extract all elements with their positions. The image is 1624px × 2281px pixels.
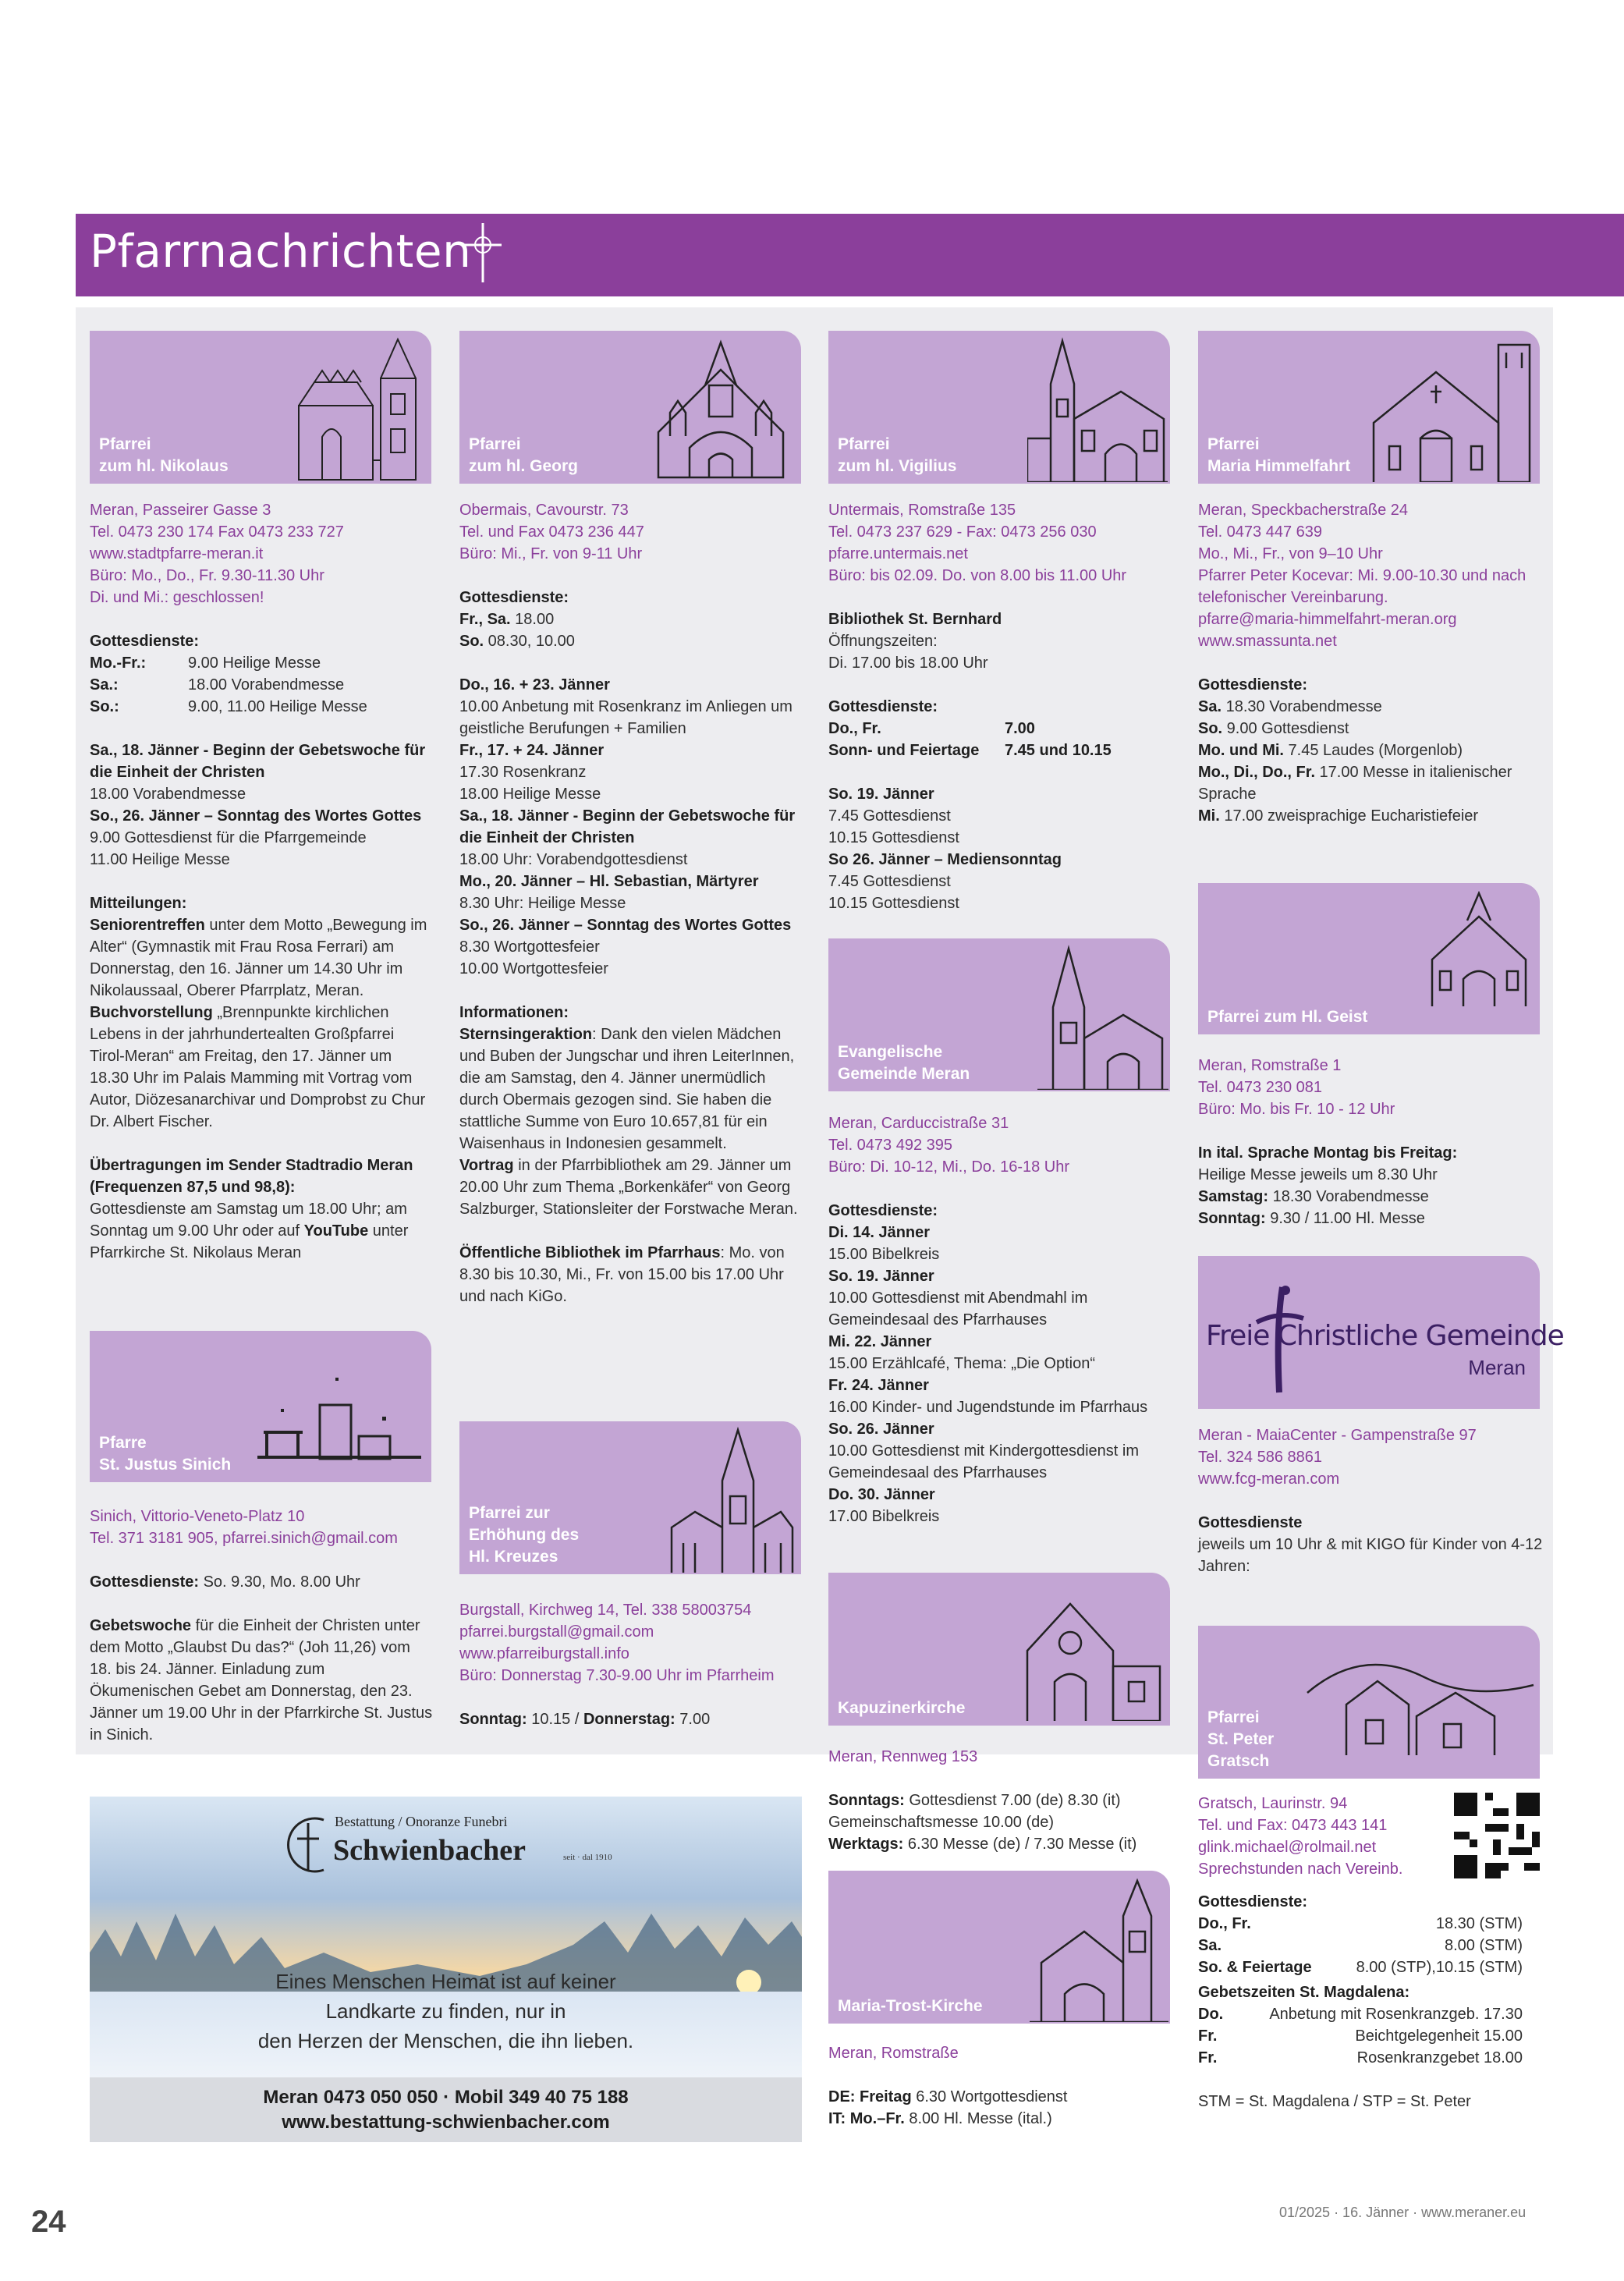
- header-label-line: zum hl. Georg: [469, 457, 579, 475]
- section-heading: Gebetszeiten St. Magdalena:: [1198, 1984, 1410, 2001]
- event-text: 10.00 Gottesdienst mit Kindergottesdienst im Gemeindesaal des Pfarrhauses: [828, 1442, 1139, 1481]
- event-text: 7.45 Gottesdienst: [828, 807, 951, 825]
- event-title: Di. 14. Jänner: [828, 1224, 931, 1241]
- fcg-logo: [1198, 1256, 1564, 1409]
- fcg-name: Freie Christliche Gemeinde: [1206, 1320, 1564, 1352]
- kreuz-info: Burgstall, Kirchweg 14, Tel. 338 58003754 pfarrei.burgstall@gmail.com www.pfarreiburgstall.info Büro: Donnerstag 7.30-9.00 Uhr im Pfarrheim Sonntag: 10.15 / Donnerstag: 7.00: [459, 1599, 803, 1730]
- parish-header-evangelisch: [828, 938, 1170, 1091]
- ad-message: [90, 1967, 802, 2056]
- church-illustration-icon: [1370, 337, 1537, 482]
- header-label-line: zum hl. Nikolaus: [99, 457, 229, 475]
- event-title: So. 19. Jänner: [828, 786, 934, 803]
- ad-message-line: Landkarte zu finden, nur in: [325, 1999, 566, 2023]
- announcement: Gottesdienste am Samstag um 18.00 Uhr; am Sonntag um 9.00 Uhr oder auf YouTube unter Pfarrkirche St. Nikolaus Meran: [90, 1201, 409, 1261]
- event-text: 17.00 Bibelkreis: [828, 1508, 940, 1525]
- phone-fax[interactable]: Tel. 0473 237 629 - Fax: 0473 256 030: [828, 523, 1097, 541]
- section-heading: Bibliothek St. Bernhard: [828, 611, 1002, 628]
- schedule-row: So.: 9.00, 11.00 Heilige Messe: [90, 698, 367, 715]
- event-text: 7.45 Gottesdienst: [828, 873, 951, 890]
- header-label-line: Hl. Kreuzes: [469, 1548, 558, 1566]
- kapuziner-info: Meran, Rennweg 153 Sonntags: Gottesdienst 7.00 (de) 8.30 (it) Gemeinschaftsmesse 10.00 (de) Werktags: 6.30 Messe (de) / 7.30 Messe (it): [828, 1746, 1175, 1855]
- event-title: So., 26. Jänner – Sonntag des Wortes Gottes: [459, 917, 792, 934]
- address: Gratsch, Laurinstr. 94: [1198, 1795, 1348, 1812]
- email-link[interactable]: glink.michael@rolmail.net: [1198, 1839, 1377, 1856]
- header-label-line: Pfarrei: [1207, 1708, 1260, 1726]
- village-illustration-icon: [1300, 1630, 1537, 1755]
- ad-subtitle: Bestattung / Onoranze Funebri: [335, 1814, 508, 1829]
- library-text: Öffnungszeiten:: [828, 633, 938, 650]
- page-number: 24: [31, 2205, 66, 2239]
- section-heading: Gottesdienste: [1198, 1514, 1303, 1531]
- ad-website[interactable]: www.bestattung-schwienbacher.com: [282, 2112, 610, 2133]
- event-title: Do., 16. + 23. Jänner: [459, 676, 610, 694]
- section-banner: [76, 214, 1624, 296]
- event-text: 10.00 Gottesdienst mit Abendmahl im Gemeindesaal des Pfarrhauses: [828, 1289, 1088, 1329]
- event-title: Sa., 18. Jänner - Beginn der Gebetswoche für die Einheit der Christen: [459, 807, 796, 846]
- header-label-line: zum hl. Vigilius: [838, 457, 957, 475]
- phone-email[interactable]: Tel. 371 3181 905, pfarrei.sinich@gmail.com: [90, 1530, 398, 1547]
- event-title: Do. 30. Jänner: [828, 1486, 935, 1503]
- schedule-row: Do., Fr. 18.30 (STM): [1198, 1915, 1523, 1932]
- office-hours: Büro: Mi., Fr. von 9-11 Uhr: [459, 545, 643, 562]
- event-text: 10.15 Gottesdienst: [828, 895, 959, 912]
- church-illustration-icon: [1030, 1877, 1168, 2022]
- event-title: Mi. 22. Jänner: [828, 1333, 932, 1350]
- event-text: 18.00 Heilige Messe: [459, 786, 601, 803]
- event-text: 15.00 Bibelkreis: [828, 1246, 940, 1263]
- address: Obermais, Cavourstr. 73: [459, 502, 629, 519]
- header-label-line: St. Peter: [1207, 1730, 1275, 1748]
- section-heading: Gottesdienste:: [828, 698, 938, 715]
- church-illustration-icon: [643, 339, 799, 479]
- prayer-row: Do. Anbetung mit Rosenkranzgeb. 17.30: [1198, 2006, 1523, 2023]
- schedule-text: jeweils um 10 Uhr & mit KIGO für Kinder von 4-12 Jahren:: [1198, 1536, 1543, 1575]
- section-heading: Gottesdienste:: [1198, 1893, 1308, 1910]
- evangelisch-info: [828, 1112, 1175, 1527]
- email-link[interactable]: pfarre@maria-himmelfahrt-meran.org: [1198, 611, 1457, 628]
- website-link[interactable]: pfarre.untermais.net: [828, 545, 968, 562]
- ad-message-line: Eines Menschen Heimat ist auf keiner: [275, 1970, 616, 1993]
- event-text: 15.00 Erzählcafé, Thema: „Die Option“: [828, 1355, 1096, 1372]
- event-title: Sa., 18. Jänner - Beginn der Gebetswoche für die Einheit der Christen: [90, 742, 426, 781]
- announcement: Gebetswoche für die Einheit der Christen unter dem Motto „Glaubst Du das?“ (Joh 11,26) vom 18. bis 24. Jänner. Einladung zum Ökumenischen Gebet am Donnerstag, den 23. Jänner um 19.00 Uhr in der Pfarrkirche St. Justus in Sinich.: [90, 1617, 433, 1744]
- parish-header-kreuz: [459, 1421, 801, 1574]
- event-title: So., 26. Jänner – Sonntag des Wortes Gottes: [90, 807, 422, 825]
- event-text: 8.30 Wortgottesfeier: [459, 938, 600, 956]
- announcement: Seniorentreffen unter dem Motto „Bewegung im Alter“ (Gymnastik mit Frau Rosa Ferrari) am Donnerstag, den 16. Jänner um 14.30 Uhr im Nikolaussaal, Oberer Pfarrplatz, Meran.: [90, 917, 427, 999]
- event-text: 11.00 Heilige Messe: [90, 851, 230, 868]
- schedule-row: Sonn- und Feiertage 7.45 und 10.15: [828, 742, 1112, 759]
- parish-header-geist: [1198, 883, 1540, 1034]
- header-label-line: Evangelische: [838, 1043, 943, 1061]
- announcement: Sternsingeraktion: Dank den vielen Mädchen und Buben der Jungschar und ihren LeiterInnen, die am Samstag, den 4. Jänner unermüdlich durch Obermais gezogen sind. Sie haben die stattliche Summe von Euro 10.657,81 für ein Waisenhaus in Indonesien gesammelt.: [459, 1026, 795, 1152]
- section-heading: Gottesdienste:: [90, 633, 200, 650]
- address: Meran, Carduccistraße 31: [828, 1115, 1009, 1132]
- church-illustration-icon: [664, 1426, 796, 1573]
- parish-header-mariatrost: [828, 1871, 1170, 2024]
- church-illustration-icon: [1027, 337, 1168, 482]
- prayer-row: Fr. Beichtgelegenheit 15.00: [1198, 2027, 1523, 2045]
- address: Meran, Passeirer Gasse 3: [90, 502, 271, 519]
- section-heading: Übertragungen im Sender Stadtradio Meran (Frequenzen 87,5 und 98,8):: [90, 1157, 413, 1196]
- parish-header-gratsch: [1198, 1626, 1540, 1779]
- nikolaus-info: [90, 499, 433, 1264]
- address: Meran, Romstraße: [828, 2045, 959, 2062]
- event-text: 10.15 Gottesdienst: [828, 829, 959, 846]
- website-link[interactable]: www.pfarreiburgstall.info: [459, 1645, 629, 1662]
- address: Meran, Speckbacherstraße 24: [1198, 502, 1409, 519]
- parish-header-georg: [459, 331, 801, 484]
- header-label-line: Pfarrei: [469, 435, 521, 453]
- event-title: So. 19. Jänner: [828, 1268, 934, 1285]
- address: Meran, Romstraße 1: [1198, 1057, 1342, 1074]
- schedule-row: So. & Feiertage 8.00 (STP),10.15 (STM): [1198, 1959, 1523, 1976]
- event-text: 18.00 Vorabendmesse: [90, 786, 246, 803]
- church-illustration-icon: [1424, 889, 1537, 1006]
- phone[interactable]: Tel. 0473 492 395: [828, 1137, 953, 1154]
- phone[interactable]: Tel. 324 586 8861: [1198, 1449, 1323, 1466]
- office-closed: Di. und Mi.: geschlossen!: [90, 589, 264, 606]
- header-label-line: Kapuzinerkirche: [838, 1699, 966, 1717]
- event-title: So. 26. Jänner: [828, 1421, 934, 1438]
- office-hours: Büro: Mo. bis Fr. 10 - 12 Uhr: [1198, 1101, 1395, 1118]
- office-hours: Sprechstunden nach Vereinb.: [1198, 1861, 1403, 1878]
- mariatrost-info: Meran, Romstraße DE: Freitag 6.30 Wortgottesdienst IT: Mo.–Fr. 8.00 Hl. Messe (ital.): [828, 2042, 1175, 2130]
- ad-since: seit · dal 1910: [563, 1853, 612, 1862]
- parish-header-vigilius: [828, 331, 1170, 484]
- phone[interactable]: Tel. 0473 230 174 Fax 0473 233 727: [90, 523, 344, 541]
- event-title: Fr., 17. + 24. Jänner: [459, 742, 605, 759]
- abbreviation-legend: STM = St. Magdalena / STP = St. Peter: [1198, 2093, 1471, 2110]
- event-title: Mo., 20. Jänner – Hl. Sebastian, Märtyrer: [459, 873, 759, 890]
- announcement: Buchvorstellung „Brennpunkte kirchlichen Lebens in der jahrhundertealten Großpfarrei Tirol-Meran“ am Freitag, den 17. Jänner um 18.30 Uhr im Palais Mamming mit Vortrag vom Autor, Diözesanarchivar und Domprobst zu Chur Dr. Albert Fischer.: [90, 1004, 426, 1130]
- himmelfahrt-info: Meran, Speckbacherstraße 24 Tel. 0473 447 639 Mo., Mi., Fr., von 9–10 Uhr Pfarrer Peter Kocevar: Mi. 9.00-10.30 und nach telefonischer Vereinbarung. pfarre@maria-himmelfahrt-meran.org www.smassunta.net Gottesdienste: Sa. 18.30 Vorabendmesse So. 9.00 Gottesdienst Mo. und Mi. 7.45 Laudes (Morgenlob) Mo., Di., Do., Fr. 17.00 Messe in italienischer Sprache Mi. 17.00 zweisprachige Eucharistiefeier: [1198, 499, 1549, 827]
- section-heading: Gottesdienste:: [459, 589, 569, 606]
- section-heading: Gottesdienste:: [828, 1202, 938, 1219]
- page-title: Pfarrnachrichten: [90, 225, 472, 278]
- cross-logo-icon: [285, 1815, 332, 1875]
- header-label-line: Pfarrei: [1207, 435, 1260, 453]
- header-label-line: Gratsch: [1207, 1752, 1270, 1770]
- address: Meran - MaiaCenter - Gampenstraße 97: [1198, 1427, 1477, 1444]
- church-illustration-icon: [291, 335, 427, 482]
- issue-info: 01/2025 · 16. Jänner · www.meraner.eu: [1279, 2205, 1526, 2220]
- phone[interactable]: Tel. 0473 447 639: [1198, 523, 1323, 541]
- ad-phone[interactable]: Meran 0473 050 050 · Mobil 349 40 75 188: [263, 2087, 629, 2108]
- event-text: 17.30 Rosenkranz: [459, 764, 587, 781]
- schedule-text: Heilige Messe jeweils um 8.30 Uhr: [1198, 1166, 1438, 1183]
- section-heading: Informationen:: [459, 1004, 569, 1021]
- parish-header-himmelfahrt: [1198, 331, 1540, 484]
- cross-icon: [458, 222, 508, 284]
- section-heading: Mitteilungen:: [90, 895, 187, 912]
- header-label-line: Pfarrei zur: [469, 1504, 550, 1522]
- header-label-line: Maria Himmelfahrt: [1207, 457, 1351, 475]
- event-text: 9.00 Gottesdienst für die Pfarrgemeinde: [90, 829, 367, 846]
- parish-header-justus: [90, 1331, 431, 1482]
- gratsch-info: [1198, 1793, 1549, 2112]
- event-text: 10.00 Wortgottesfeier: [459, 960, 608, 977]
- schedule-row: Sa.: 18.00 Vorabendmesse: [90, 676, 345, 694]
- event-text: 18.00 Uhr: Vorabendgottesdienst: [459, 851, 688, 868]
- event-text: 10.00 Anbetung mit Rosenkranz im Anliegen um geistliche Berufungen + Familien: [459, 698, 792, 737]
- office-hours: Büro: Mo., Do., Fr. 9.30-11.30 Uhr: [90, 567, 324, 584]
- office-hours: Büro: Di. 10-12, Mi., Do. 16-18 Uhr: [828, 1158, 1070, 1176]
- section-heading: Gottesdienste:: [1198, 676, 1308, 694]
- website-link[interactable]: www.fcg-meran.com: [1198, 1470, 1340, 1488]
- header-label-line: Pfarre: [99, 1434, 147, 1452]
- address: Meran, Rennweg 153: [828, 1748, 978, 1765]
- header-label-line: Maria-Trost-Kirche: [838, 1997, 983, 2015]
- priest-hours: Pfarrer Peter Kocevar: Mi. 9.00-10.30 und nach telefonischer Vereinbarung.: [1198, 567, 1526, 606]
- parish-header-kapuziner: [828, 1573, 1170, 1726]
- phone-fax[interactable]: Tel. und Fax: 0473 443 141: [1198, 1817, 1388, 1834]
- event-text: 8.30 Uhr: Heilige Messe: [459, 895, 626, 912]
- parish-header-nikolaus: [90, 331, 431, 484]
- header-label-line: Pfarrei: [838, 435, 890, 453]
- justus-info: Sinich, Vittorio-Veneto-Platz 10 Tel. 371 3181 905, pfarrei.sinich@gmail.com Gottesdienste: So. 9.30, Mo. 8.00 Uhr Gebetswoche für die Einheit der Christen unter dem Motto „Glaubst Du das?“ (Joh 11,26) vom 18. bis 24. Jänner. Einladung zum Ökumenischen Gebet am Donnerstag, den 23. Jänner um 19.00 Uhr in der Pfarrkirche St. Justus in Sinich.: [90, 1506, 433, 1746]
- header-label-line: St. Justus Sinich: [99, 1456, 232, 1474]
- event-title: So 26. Jänner – Mediensonntag: [828, 851, 1062, 868]
- office-hours: Büro: Donnerstag 7.30-9.00 Uhr im Pfarrheim: [459, 1667, 775, 1684]
- georg-info: Obermais, Cavourstr. 73 Tel. und Fax 0473 236 447 Büro: Mi., Fr. von 9-11 Uhr Gottesdienste: Fr., Sa. 18.00 So. 08.30, 10.00 Do., 16. + 23. Jänner 10.00 Anbetung mit Rosenkranz im Anliegen um geistliche Berufungen + Familien Fr., 17. + 24. Jänner 17.30 Rosenkranz 18.00 Heilige Messe Sa., 18. Jänner - Beginn der Gebetswoche für die Einheit der Christen 18.00 Uhr: Vorabendgottesdienst Mo., 20. Jänner – Hl. Sebastian, Märtyrer 8.30 Uhr: Heilige Messe So., 26. Jänner – Sonntag des Wortes Gottes 8.30 Wortgottesfeier 10.00 Wortgottesfeier Informationen: Sternsingeraktion: Dank den vielen Mädchen und Buben der Jungschar und ihren LeiterInnen, die am Samstag, den 4. Jänner unermüdlich durch Obermais gezogen sind. Sie haben die stattliche Summe von Euro 10.657,81 für ein Waisenhaus in Indonesien gesammelt. Vortrag in der Pfarrbibliothek am 29. Jänner um 20.00 Uhr zum Thema „Borkenkäfer“ von Georg Salzburger, Stationsleiter der Forstwache Meran. Öffentliche Bibliothek im Pfarrhaus: Mo. von 8.30 bis 10.30, Mi., Fr. von 15.00 bis 17.00 Uhr und nach KiGo.: [459, 499, 803, 1307]
- website-link[interactable]: www.smassunta.net: [1198, 633, 1337, 650]
- header-label-line: Erhöhung des: [469, 1526, 580, 1544]
- church-illustration-icon: [1019, 1588, 1168, 1721]
- ad-message-line: den Herzen der Menschen, die ihn lieben.: [257, 2029, 634, 2052]
- office-hours: Büro: bis 02.09. Do. von 8.00 bis 11.00 Uhr: [828, 567, 1127, 584]
- schedule-row: Sa. 8.00 (STM): [1198, 1937, 1523, 1954]
- funeral-home-ad[interactable]: [90, 1797, 802, 2142]
- ad-company-name: Schwienbacher: [333, 1834, 526, 1867]
- geist-info: Meran, Romstraße 1 Tel. 0473 230 081 Büro: Mo. bis Fr. 10 - 12 Uhr In ital. Sprache Montag bis Freitag: Heilige Messe jeweils um 8.30 Uhr Samstag: 18.30 Vorabendmesse Sonntag: 9.30 / 11.00 Hl. Messe: [1198, 1055, 1549, 1229]
- website-link[interactable]: www.stadtpfarre-meran.it: [90, 545, 264, 562]
- church-illustration-icon: [1037, 945, 1168, 1090]
- church-ruin-illustration-icon: [257, 1362, 429, 1479]
- header-label-line: Pfarrei: [99, 435, 151, 453]
- phone[interactable]: Tel. 0473 230 081: [1198, 1079, 1323, 1096]
- section-heading: In ital. Sprache Montag bis Freitag:: [1198, 1144, 1458, 1162]
- event-title: Fr. 24. Jänner: [828, 1377, 929, 1394]
- email-link[interactable]: pfarrei.burgstall@gmail.com: [459, 1623, 654, 1641]
- schedule-row: Mo.-Fr.: 9.00 Heilige Messe: [90, 655, 321, 672]
- library-text: Di. 17.00 bis 18.00 Uhr: [828, 655, 988, 672]
- phone[interactable]: Tel. und Fax 0473 236 447: [459, 523, 644, 541]
- address: Sinich, Vittorio-Veneto-Platz 10: [90, 1508, 305, 1525]
- header-label-line: Gemeinde Meran: [838, 1065, 970, 1083]
- announcement: Vortrag in der Pfarrbibliothek am 29. Jänner um 20.00 Uhr zum Thema „Borkenkäfer“ von Georg Salzburger, Stationsleiter der Forstwache Meran.: [459, 1157, 798, 1218]
- fcg-info: [1198, 1424, 1549, 1577]
- fcg-city: Meran: [1468, 1356, 1526, 1379]
- event-text: 16.00 Kinder- und Jugendstunde im Pfarrhaus: [828, 1399, 1148, 1416]
- office-hours: Mo., Mi., Fr., von 9–10 Uhr: [1198, 545, 1383, 562]
- header-label-line: Pfarrei zum Hl. Geist: [1207, 1008, 1368, 1026]
- address-phone[interactable]: Burgstall, Kirchweg 14, Tel. 338 58003754: [459, 1602, 752, 1619]
- prayer-row: Fr. Rosenkranzgebet 18.00: [1198, 2049, 1523, 2066]
- schedule-row: Do., Fr. 7.00: [828, 720, 1035, 737]
- vigilius-info: [828, 499, 1175, 914]
- address: Untermais, Romstraße 135: [828, 502, 1016, 519]
